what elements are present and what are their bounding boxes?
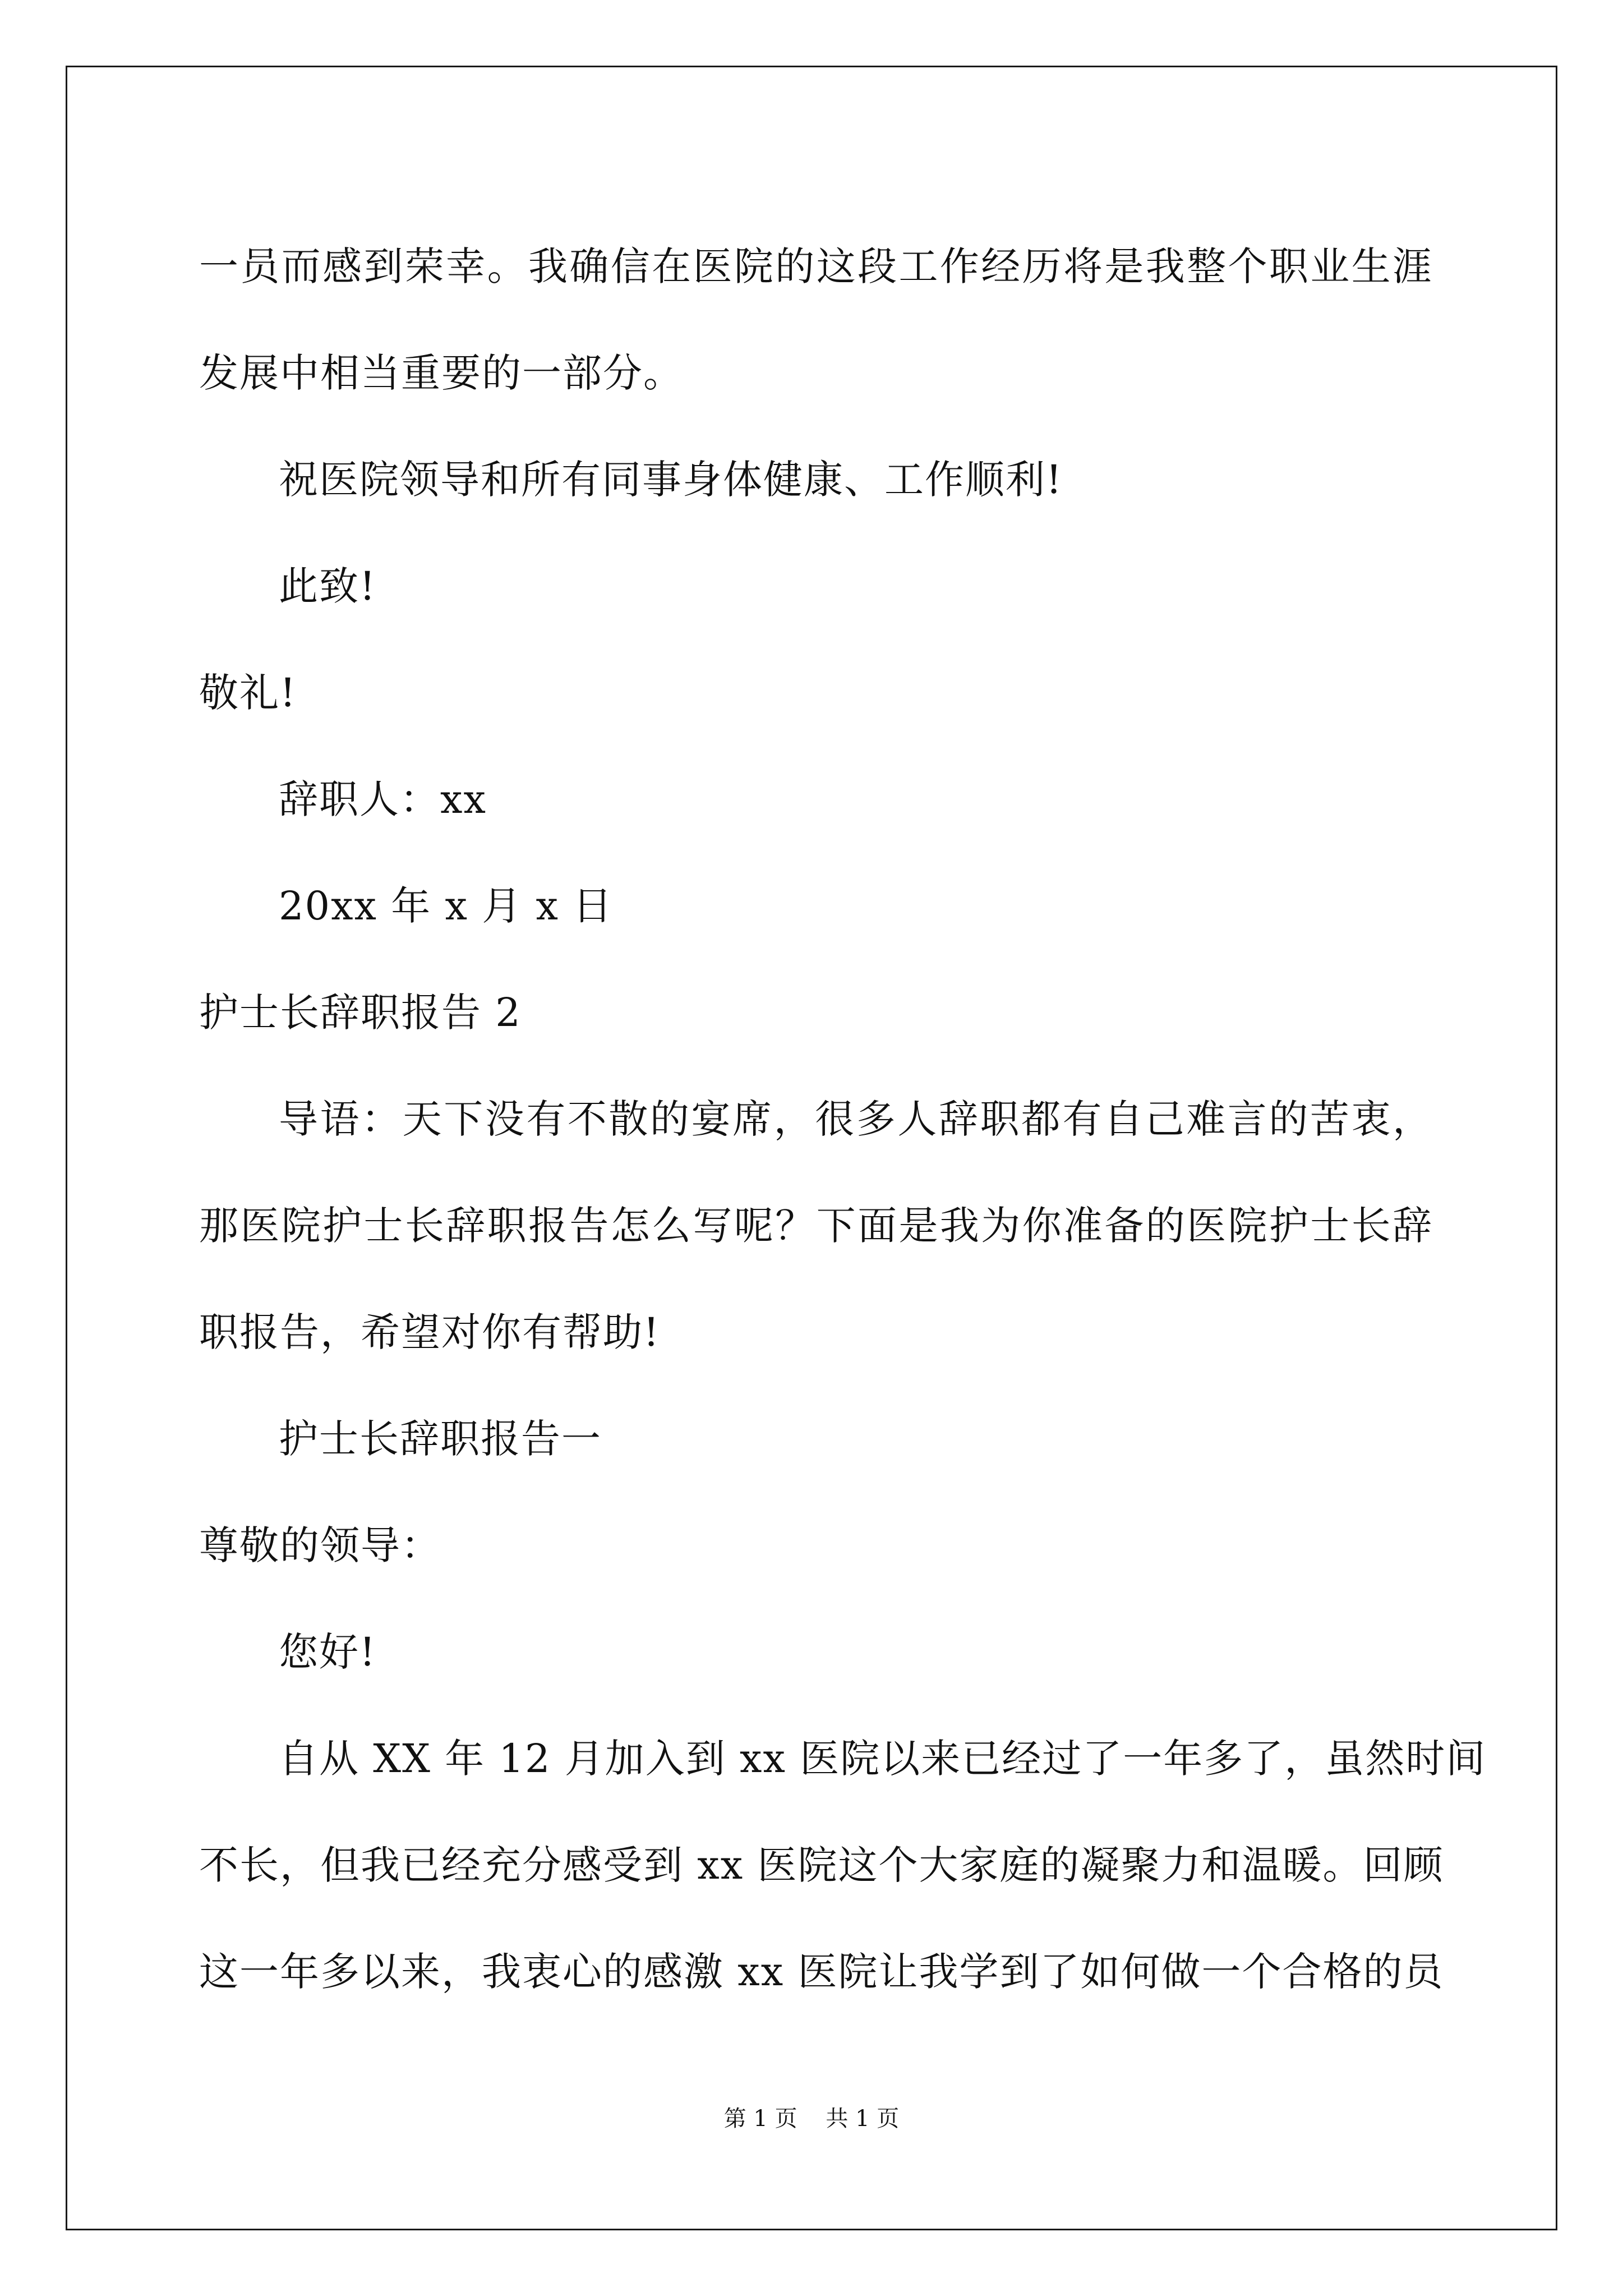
salutation: 尊敬的领导： <box>199 1522 441 1568</box>
greeting: 您好! <box>279 1629 377 1675</box>
paragraph-line: 导语：天下没有不散的宴席，很多人辞职都有自己难言的苦衷， <box>279 1096 1433 1142</box>
page-number: 第 1 页 共 1 页 <box>723 2106 900 2132</box>
paragraph-line: 那医院护士长辞职报告怎么写呢？下面是我为你准备的医院护士长辞 <box>199 1203 1433 1249</box>
paragraph-line: 这一年多以来，我衷心的感激 xx 医院让我学到了如何做一个合格的员 <box>199 1949 1444 1995</box>
signature-name: 辞职人：xx <box>279 776 487 822</box>
paragraph-line: 职报告，希望对你有帮助! <box>199 1309 661 1355</box>
paragraph-line: 祝医院领导和所有同事身体健康、工作顺利! <box>279 457 1063 503</box>
paragraph-line: 一员而感到荣幸。我确信在医院的这段工作经历将是我整个职业生涯 <box>199 243 1433 289</box>
paragraph-line: 自从 XX 年 12 月加入到 xx 医院以来已经过了一年多了，虽然时间 <box>279 1736 1487 1782</box>
subsection-title: 护士长辞职报告一 <box>279 1416 602 1462</box>
section-title: 护士长辞职报告 2 <box>199 990 522 1036</box>
paragraph-line: 不长，但我已经充分感受到 xx 医院这个大家庭的凝聚力和温暖。回顾 <box>199 1842 1444 1888</box>
signature-date: 20xx 年 x 月 x 日 <box>279 883 614 929</box>
document-body <box>199 213 1487 2025</box>
closing-salutation: 此致! <box>279 563 377 609</box>
closing-regards: 敬礼! <box>199 670 297 716</box>
paragraph-line: 发展中相当重要的一部分。 <box>199 350 684 396</box>
